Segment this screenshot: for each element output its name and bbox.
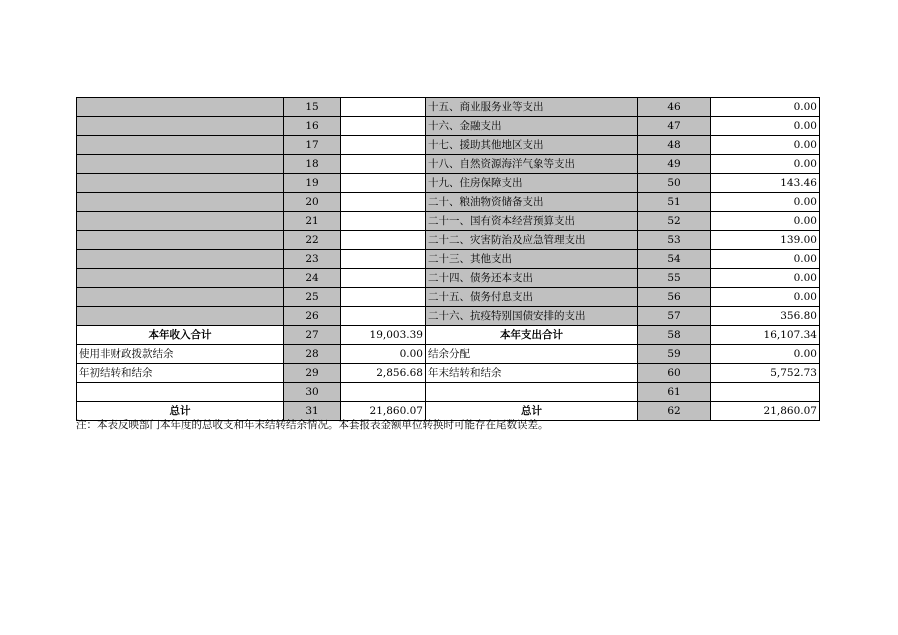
- table-row: [77, 383, 820, 402]
- income-item-cell: 总计: [77, 402, 284, 421]
- income-line-no-cell: 30: [284, 383, 341, 402]
- table-row: [77, 307, 820, 326]
- expense-amount-cell: 0.00: [711, 98, 820, 117]
- income-item-cell: [77, 98, 284, 117]
- income-item-cell: [77, 155, 284, 174]
- income-amount-cell: [341, 117, 426, 136]
- income-amount-cell: 21,860.07: [341, 402, 426, 421]
- income-amount-cell: [341, 193, 426, 212]
- income-item-cell: [77, 174, 284, 193]
- expense-item-cell: 总计: [426, 402, 638, 421]
- footnote: 注：本表反映部门本年度的总收支和年末结转结余情况。本套报表金额单位转换时可能存在尾数误差。: [76, 419, 549, 431]
- income-amount-cell: [341, 231, 426, 250]
- expense-item-cell: 十七、援助其他地区支出: [426, 136, 638, 155]
- income-amount-cell: 19,003.39: [341, 326, 426, 345]
- income-amount-cell: [341, 212, 426, 231]
- expense-amount-cell: 0.00: [711, 136, 820, 155]
- expense-item-cell: 二十五、债务付息支出: [426, 288, 638, 307]
- expense-item-cell: 二十四、债务还本支出: [426, 269, 638, 288]
- income-item-cell: [77, 117, 284, 136]
- table-row: [77, 269, 820, 288]
- expense-amount-cell: 0.00: [711, 193, 820, 212]
- income-amount-cell: 0.00: [341, 345, 426, 364]
- expense-amount-cell: 356.80: [711, 307, 820, 326]
- expense-amount-cell: 5,752.73: [711, 364, 820, 383]
- income-item-cell: [77, 250, 284, 269]
- expense-item-cell: [426, 383, 638, 402]
- income-amount-cell: [341, 250, 426, 269]
- table-row: [77, 250, 820, 269]
- income-line-no-cell: 22: [284, 231, 341, 250]
- income-amount-cell: [341, 383, 426, 402]
- income-line-no-cell: 25: [284, 288, 341, 307]
- expense-line-no-cell: 61: [638, 383, 711, 402]
- income-line-no-cell: 24: [284, 269, 341, 288]
- expense-line-no-cell: 59: [638, 345, 711, 364]
- income-item-cell: [77, 231, 284, 250]
- income-line-no-cell: 20: [284, 193, 341, 212]
- income-line-no-cell: 19: [284, 174, 341, 193]
- income-item-cell: [77, 307, 284, 326]
- income-line-no-cell: 17: [284, 136, 341, 155]
- income-amount-cell: [341, 98, 426, 117]
- expense-amount-cell: [711, 383, 820, 402]
- table-row: [77, 136, 820, 155]
- expense-line-no-cell: 47: [638, 117, 711, 136]
- expense-line-no-cell: 52: [638, 212, 711, 231]
- expense-amount-cell: 21,860.07: [711, 402, 820, 421]
- expense-line-no-cell: 50: [638, 174, 711, 193]
- expense-item-cell: 二十一、国有资本经营预算支出: [426, 212, 638, 231]
- income-item-cell: [77, 383, 284, 402]
- expense-line-no-cell: 57: [638, 307, 711, 326]
- expense-item-cell: 十六、金融支出: [426, 117, 638, 136]
- expense-item-cell: 十八、自然资源海洋气象等支出: [426, 155, 638, 174]
- expense-line-no-cell: 54: [638, 250, 711, 269]
- expense-item-cell: 十五、商业服务业等支出: [426, 98, 638, 117]
- income-item-cell: [77, 136, 284, 155]
- income-amount-cell: [341, 155, 426, 174]
- income-line-no-cell: 16: [284, 117, 341, 136]
- expense-line-no-cell: 62: [638, 402, 711, 421]
- income-item-cell: [77, 288, 284, 307]
- income-amount-cell: [341, 288, 426, 307]
- expense-amount-cell: 143.46: [711, 174, 820, 193]
- income-amount-cell: 2,856.68: [341, 364, 426, 383]
- expense-amount-cell: 0.00: [711, 117, 820, 136]
- table-row: [77, 364, 820, 383]
- income-line-no-cell: 21: [284, 212, 341, 231]
- expense-item-cell: 二十二、灾害防治及应急管理支出: [426, 231, 638, 250]
- expense-item-cell: 结余分配: [426, 345, 638, 364]
- income-item-cell: 本年收入合计: [77, 326, 284, 345]
- expense-line-no-cell: 55: [638, 269, 711, 288]
- table-row: [77, 326, 820, 345]
- expense-line-no-cell: 48: [638, 136, 711, 155]
- table-row: [77, 345, 820, 364]
- income-item-cell: [77, 193, 284, 212]
- expense-amount-cell: 139.00: [711, 231, 820, 250]
- income-line-no-cell: 15: [284, 98, 341, 117]
- expense-item-cell: 二十三、其他支出: [426, 250, 638, 269]
- income-item-cell: [77, 212, 284, 231]
- expense-amount-cell: 0.00: [711, 288, 820, 307]
- expense-line-no-cell: 60: [638, 364, 711, 383]
- income-amount-cell: [341, 269, 426, 288]
- expense-line-no-cell: 58: [638, 326, 711, 345]
- income-item-cell: 使用非财政拨款结余: [77, 345, 284, 364]
- expense-amount-cell: 0.00: [711, 155, 820, 174]
- income-line-no-cell: 18: [284, 155, 341, 174]
- income-line-no-cell: 31: [284, 402, 341, 421]
- expense-item-cell: 年末结转和结余: [426, 364, 638, 383]
- expense-line-no-cell: 56: [638, 288, 711, 307]
- table-row: [77, 174, 820, 193]
- expense-line-no-cell: 49: [638, 155, 711, 174]
- income-line-no-cell: 28: [284, 345, 341, 364]
- income-item-cell: 年初结转和结余: [77, 364, 284, 383]
- income-item-cell: [77, 269, 284, 288]
- income-amount-cell: [341, 307, 426, 326]
- table-row: [77, 288, 820, 307]
- expense-amount-cell: 0.00: [711, 212, 820, 231]
- income-line-no-cell: 23: [284, 250, 341, 269]
- income-line-no-cell: 29: [284, 364, 341, 383]
- table-row: [77, 117, 820, 136]
- expense-item-cell: 二十六、抗疫特别国债安排的支出: [426, 307, 638, 326]
- income-amount-cell: [341, 136, 426, 155]
- table-row: [77, 193, 820, 212]
- table-row: [77, 212, 820, 231]
- expense-amount-cell: 0.00: [711, 269, 820, 288]
- expense-amount-cell: 0.00: [711, 250, 820, 269]
- income-line-no-cell: 27: [284, 326, 341, 345]
- expense-item-cell: 本年支出合计: [426, 326, 638, 345]
- table-row: [77, 231, 820, 250]
- expense-line-no-cell: 51: [638, 193, 711, 212]
- income-amount-cell: [341, 174, 426, 193]
- expense-line-no-cell: 53: [638, 231, 711, 250]
- table-body: [77, 98, 820, 421]
- table-row: [77, 98, 820, 117]
- table-row: [77, 155, 820, 174]
- expense-item-cell: 十九、住房保障支出: [426, 174, 638, 193]
- expense-amount-cell: 0.00: [711, 345, 820, 364]
- expense-item-cell: 二十、粮油物资储备支出: [426, 193, 638, 212]
- income-line-no-cell: 26: [284, 307, 341, 326]
- budget-table: [76, 97, 820, 421]
- expense-amount-cell: 16,107.34: [711, 326, 820, 345]
- expense-line-no-cell: 46: [638, 98, 711, 117]
